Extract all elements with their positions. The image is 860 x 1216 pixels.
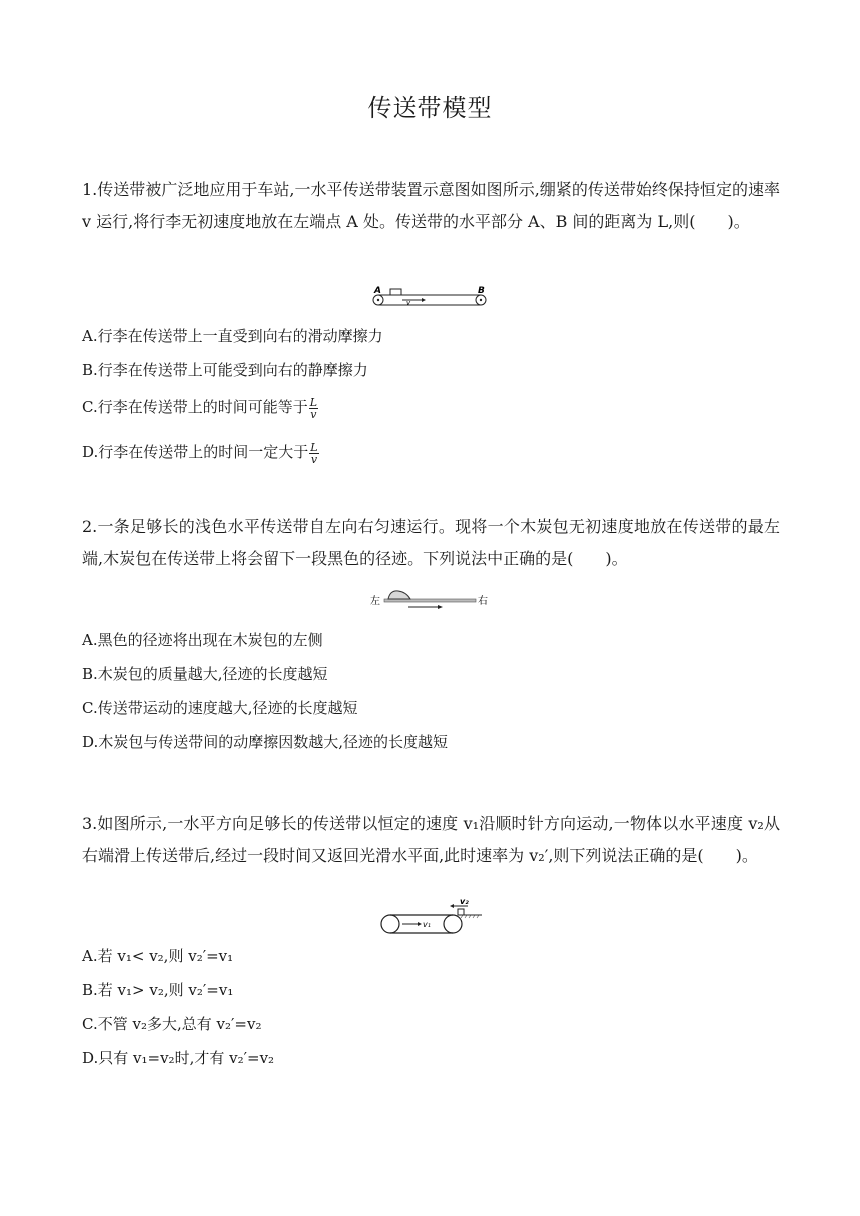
q3-option-b: B.若 v₁> v₂,则 v₂′=v₁ [82, 981, 234, 999]
q2-option-b: B.木炭包的质量越大,径迹的长度越短 [82, 665, 328, 683]
velocity-label: v [406, 299, 411, 307]
right-pulley [444, 915, 462, 933]
fraction-l-over-v: $\frac{L}{v}$ [309, 395, 318, 421]
q1-option-c-text: C.行李在传送带上的时间可能等于 [82, 398, 308, 416]
charcoal-bag [388, 591, 410, 599]
q3-option-a: A.若 v₁< v₂,则 v₂′=v₁ [82, 947, 234, 965]
q1-option-a: A.行李在传送带上一直受到向右的滑动摩擦力 [82, 327, 383, 345]
conveyor-figure-3 [378, 898, 484, 934]
q2-option-d: D.木炭包与传送带间的动摩擦因数越大,径迹的长度越短 [82, 733, 449, 751]
q2-option-a: A.黑色的径迹将出现在木炭包的左侧 [82, 631, 323, 649]
conveyor-figure-1 [368, 284, 492, 310]
figure-label-a: A [374, 286, 381, 296]
v1-label: v₁ [423, 920, 431, 929]
v2-label: v₂ [460, 898, 469, 906]
q1-option-d [82, 441, 319, 465]
conveyor-figure-2 [368, 588, 492, 610]
figure-label-b: B [478, 286, 485, 296]
luggage-box [390, 289, 401, 295]
left-pulley [381, 915, 399, 933]
fraction-l-over-v: $\frac{L}{v}$ [310, 440, 318, 466]
question-2-stem: 2.一条足够长的浅色水平传送带自左向右匀速运行。现将一个木炭包无初速度地放在传送带的最左端,木炭包在传送带上将会留下一段黑色的径迹。下列说法中正确的是( )。 [82, 517, 780, 568]
q1-option-d-text: D.行李在传送带上的时间一定大于 [82, 443, 309, 461]
question-1-stem: 1.传送带被广泛地应用于车站,一水平传送带装置示意图如图所示,绷紧的传送带始终保持恒定的速率 v 运行,将行李无初速度地放在左端点 A 处。传送带的水平部分 A、B 间的距离为 L,则( )。 [82, 180, 780, 231]
q1-option-c [82, 396, 318, 420]
q1-option-b: B.行李在传送带上可能受到向右的静摩擦力 [82, 361, 368, 379]
page-title: 传送带模型 [367, 94, 493, 122]
q3-option-c: C.不管 v₂多大,总有 v₂′=v₂ [82, 1015, 262, 1033]
figure-label-right: 右 [478, 596, 488, 607]
question-3-stem: 3.如图所示,一水平方向足够长的传送带以恒定的速度 v₁沿顺时针方向运动,一物体以水平速度 v₂从右端滑上传送带后,经过一段时间又返回光滑水平面,此时速率为 v₂′,则下列说法正确的是( )。 [82, 814, 780, 865]
q2-option-c: C.传送带运动的速度越大,径迹的长度越短 [82, 699, 358, 717]
figure-label-left: 左 [370, 596, 380, 607]
object-block [458, 909, 464, 915]
q3-option-d: D.只有 v₁=v₂时,才有 v₂′=v₂ [82, 1049, 275, 1067]
